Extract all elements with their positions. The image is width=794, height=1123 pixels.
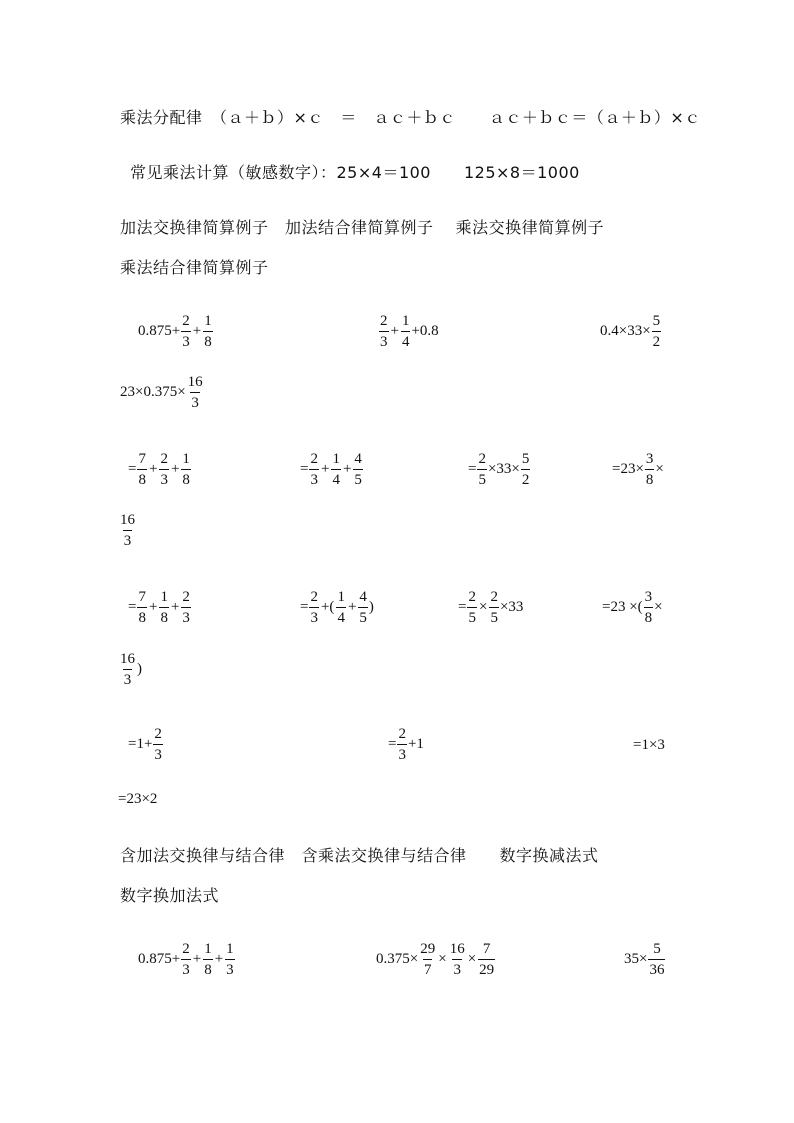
expr-r2b: = $\frac{2}{3}$ + $\frac{1}{4}$ + $\frac{4}{5}$ xyxy=(300,451,362,488)
expr-r1b: $\frac{2}{3}$ + $\frac{1}{4}$ +0.8 xyxy=(380,313,439,350)
expr-r2a: = $\frac{7}{8}$ + $\frac{2}{3}$ + $\frac{1}{8}$ xyxy=(128,451,190,488)
section-headings-line-3: 含加法交换律与结合律 含乘法交换律与结合律 数字换减法式 xyxy=(120,846,599,865)
expr-r4a: =1+ $\frac{2}{3}$ xyxy=(128,726,162,763)
expr-r2e: $\frac{16}{3}$ xyxy=(120,512,135,549)
expr-r5b: 0.375× $\frac{29}{7}$ × $\frac{16}{3}$ × $\frac{7}{29}$ xyxy=(376,941,495,978)
expr-r5a: 0.875+ $\frac{2}{3}$ + $\frac{1}{8}$ + $\frac{1}{3}$ xyxy=(138,941,234,978)
expr-r5c: 35× $\frac{5}{36}$ xyxy=(624,941,665,978)
expr-r3c: = $\frac{2}{5}$ × $\frac{2}{5}$ ×33 xyxy=(458,589,524,626)
expr-r3e: $\frac{16}{3}$ ) xyxy=(120,651,142,688)
expr-r1a: 0.875+ $\frac{2}{3}$ + $\frac{1}{8}$ xyxy=(138,313,212,350)
expr-r2c: = $\frac{2}{5}$ ×33× $\frac{5}{2}$ xyxy=(468,451,530,488)
distributive-law-line: 乘法分配律 （ａ＋ｂ）×ｃ ＝ ａｃ＋ｂｃ ａｃ＋ｂｃ＝（ａ＋ｂ）×ｃ xyxy=(120,108,701,127)
expr-r1c: 0.4×33× $\frac{5}{2}$ xyxy=(600,313,661,350)
expr-r3b: = $\frac{2}{3}$ +( $\frac{1}{4}$ + $\frac{4}{5}$ ) xyxy=(300,589,374,626)
section-headings-line-1: 加法交换律简算例子 加法结合律简算例子 乘法交换律简算例子 xyxy=(120,218,605,237)
expr-r4b: = $\frac{2}{3}$ +1 xyxy=(388,726,424,763)
expr-r2d: =23× $\frac{3}{8}$ × xyxy=(612,451,664,488)
section-headings-line-4: 数字换加法式 xyxy=(120,886,220,905)
expr-r3a: = $\frac{7}{8}$ + $\frac{1}{8}$ + $\frac{2}{3}$ xyxy=(128,589,190,626)
expr-r3d: =23 ×( $\frac{3}{8}$ × xyxy=(602,589,663,626)
expr-r4c: =1×3 xyxy=(633,737,665,753)
expr-r4d: =23×2 xyxy=(118,791,158,807)
expr-r1d: 23×0.375× $\frac{16}{3}$ xyxy=(120,374,203,411)
section-headings-line-2: 乘法结合律简算例子 xyxy=(120,258,269,277)
common-multiplication-line: 常见乘法计算（敏感数字）：25×4＝100 125×8＝1000 xyxy=(130,163,580,182)
